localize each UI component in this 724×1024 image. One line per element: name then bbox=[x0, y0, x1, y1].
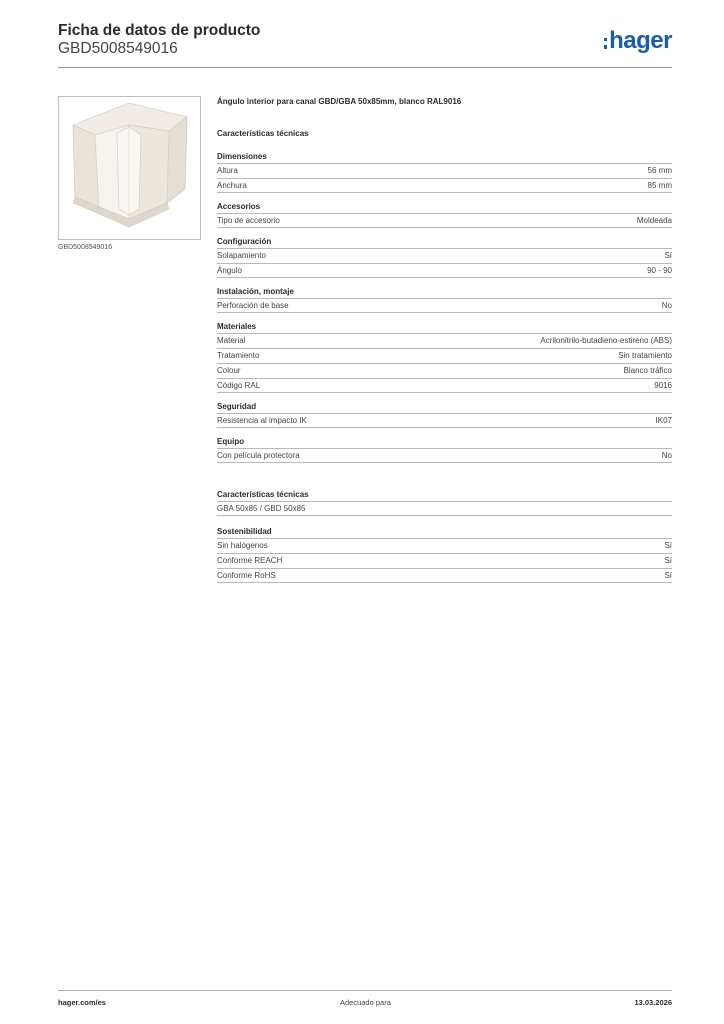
spec-group-title: Materiales bbox=[217, 322, 257, 331]
spec-row bbox=[217, 448, 672, 463]
image-caption: GBD5008549016 bbox=[58, 244, 113, 251]
spec-row bbox=[217, 363, 672, 378]
spec-label: Conforme RoHS bbox=[217, 571, 276, 580]
page-header bbox=[58, 22, 672, 68]
spec-value: 56 mm bbox=[647, 166, 672, 175]
spec-group-title: Instalación, montaje bbox=[217, 287, 294, 296]
spec-value: 85 mm bbox=[647, 181, 672, 190]
spec-group bbox=[217, 236, 672, 278]
spec-value: IK07 bbox=[655, 416, 672, 425]
compat-section bbox=[217, 489, 672, 516]
footer-divider bbox=[58, 990, 672, 991]
spec-label: Código RAL bbox=[217, 381, 261, 390]
spec-group bbox=[217, 321, 672, 393]
spec-row bbox=[217, 248, 672, 263]
spec-group-title: Dimensiones bbox=[217, 152, 267, 161]
spec-row bbox=[217, 501, 672, 516]
product-code: GBD5008549016 bbox=[58, 40, 178, 57]
spec-row bbox=[217, 213, 672, 228]
tech-heading: Características técnicas bbox=[217, 129, 309, 138]
logo-dots-icon bbox=[604, 38, 608, 49]
spec-label: Resistencia al impacto IK bbox=[217, 416, 307, 425]
spec-group-title: Seguridad bbox=[217, 402, 257, 411]
spec-row bbox=[217, 263, 672, 278]
spec-rows bbox=[217, 333, 672, 393]
footer-suitable-for: Adecuado para bbox=[340, 998, 391, 1007]
spec-row bbox=[217, 568, 672, 583]
spec-label: Tipo de accesorio bbox=[217, 216, 280, 225]
spec-value: Blanco tráfico bbox=[623, 366, 672, 375]
spec-rows bbox=[217, 413, 672, 428]
spec-group-title: Equipo bbox=[217, 437, 245, 446]
spec-group bbox=[217, 436, 672, 463]
spec-rows bbox=[217, 248, 672, 278]
spec-label: Sin halógenos bbox=[217, 541, 268, 550]
spec-label: Tratamiento bbox=[217, 351, 260, 360]
spec-row bbox=[217, 298, 672, 313]
product-details bbox=[217, 96, 672, 583]
inner-angle-product-icon bbox=[59, 97, 200, 239]
spec-row bbox=[217, 538, 672, 553]
spec-value: 90 - 90 bbox=[647, 266, 672, 275]
product-description: Ángulo interior para canal GBD/GBA 50x85mm, blanco RAL9016 bbox=[217, 97, 462, 106]
spec-value: 9016 bbox=[654, 381, 672, 390]
spec-row bbox=[217, 553, 672, 568]
logo-text: hager bbox=[609, 27, 672, 54]
spec-value: Sí bbox=[664, 251, 672, 260]
spec-rows bbox=[217, 298, 672, 313]
spec-value: Sí bbox=[664, 541, 672, 550]
spec-row bbox=[217, 413, 672, 428]
spec-label: Con película protectora bbox=[217, 451, 300, 460]
spec-value: Sí bbox=[664, 556, 672, 565]
spec-value: Moldeada bbox=[636, 216, 672, 225]
hager-logo bbox=[604, 28, 672, 54]
spec-label: Perforación de base bbox=[217, 301, 289, 310]
spec-rows bbox=[217, 448, 672, 463]
sustainability-title: Sostenibilidad bbox=[217, 527, 272, 536]
sustainability-rows bbox=[217, 538, 672, 583]
footer-date: 13.03.2026 bbox=[634, 998, 672, 1007]
spec-label: Altura bbox=[217, 166, 238, 175]
sustainability-section bbox=[217, 526, 672, 583]
spec-label: Colour bbox=[217, 366, 241, 375]
spec-value: Sin tratamiento bbox=[618, 351, 672, 360]
spec-label: Material bbox=[217, 336, 246, 345]
spec-row bbox=[217, 348, 672, 363]
spec-group bbox=[217, 401, 672, 428]
spec-label: Anchura bbox=[217, 181, 247, 190]
spec-rows bbox=[217, 213, 672, 228]
spec-label: GBA 50x85 / GBD 50x85 bbox=[217, 504, 306, 513]
product-image bbox=[58, 96, 201, 240]
header-divider bbox=[58, 67, 672, 68]
spec-group bbox=[217, 286, 672, 313]
spec-row bbox=[217, 333, 672, 348]
compat-rows bbox=[217, 501, 672, 516]
spec-group-title: Configuración bbox=[217, 237, 272, 246]
spec-rows bbox=[217, 163, 672, 193]
compat-title: Características técnicas bbox=[217, 490, 309, 499]
spec-row bbox=[217, 178, 672, 193]
document-title: Ficha de datos de producto bbox=[58, 22, 261, 39]
spec-groups bbox=[217, 151, 672, 463]
spec-value: No bbox=[661, 451, 672, 460]
spec-value: No bbox=[661, 301, 672, 310]
spec-label: Solapamiento bbox=[217, 251, 266, 260]
spec-group bbox=[217, 201, 672, 228]
website-link[interactable]: hager.com/es bbox=[58, 998, 106, 1007]
spec-row bbox=[217, 378, 672, 393]
spec-group bbox=[217, 151, 672, 193]
spec-row bbox=[217, 163, 672, 178]
spec-group-title: Accesorios bbox=[217, 202, 261, 211]
spec-label: Ángulo bbox=[217, 266, 242, 275]
spec-label: Conforme REACH bbox=[217, 556, 283, 565]
spec-value: Acrilonitrilo-butadieno-estireno (ABS) bbox=[540, 336, 672, 345]
spec-value: Sí bbox=[664, 571, 672, 580]
